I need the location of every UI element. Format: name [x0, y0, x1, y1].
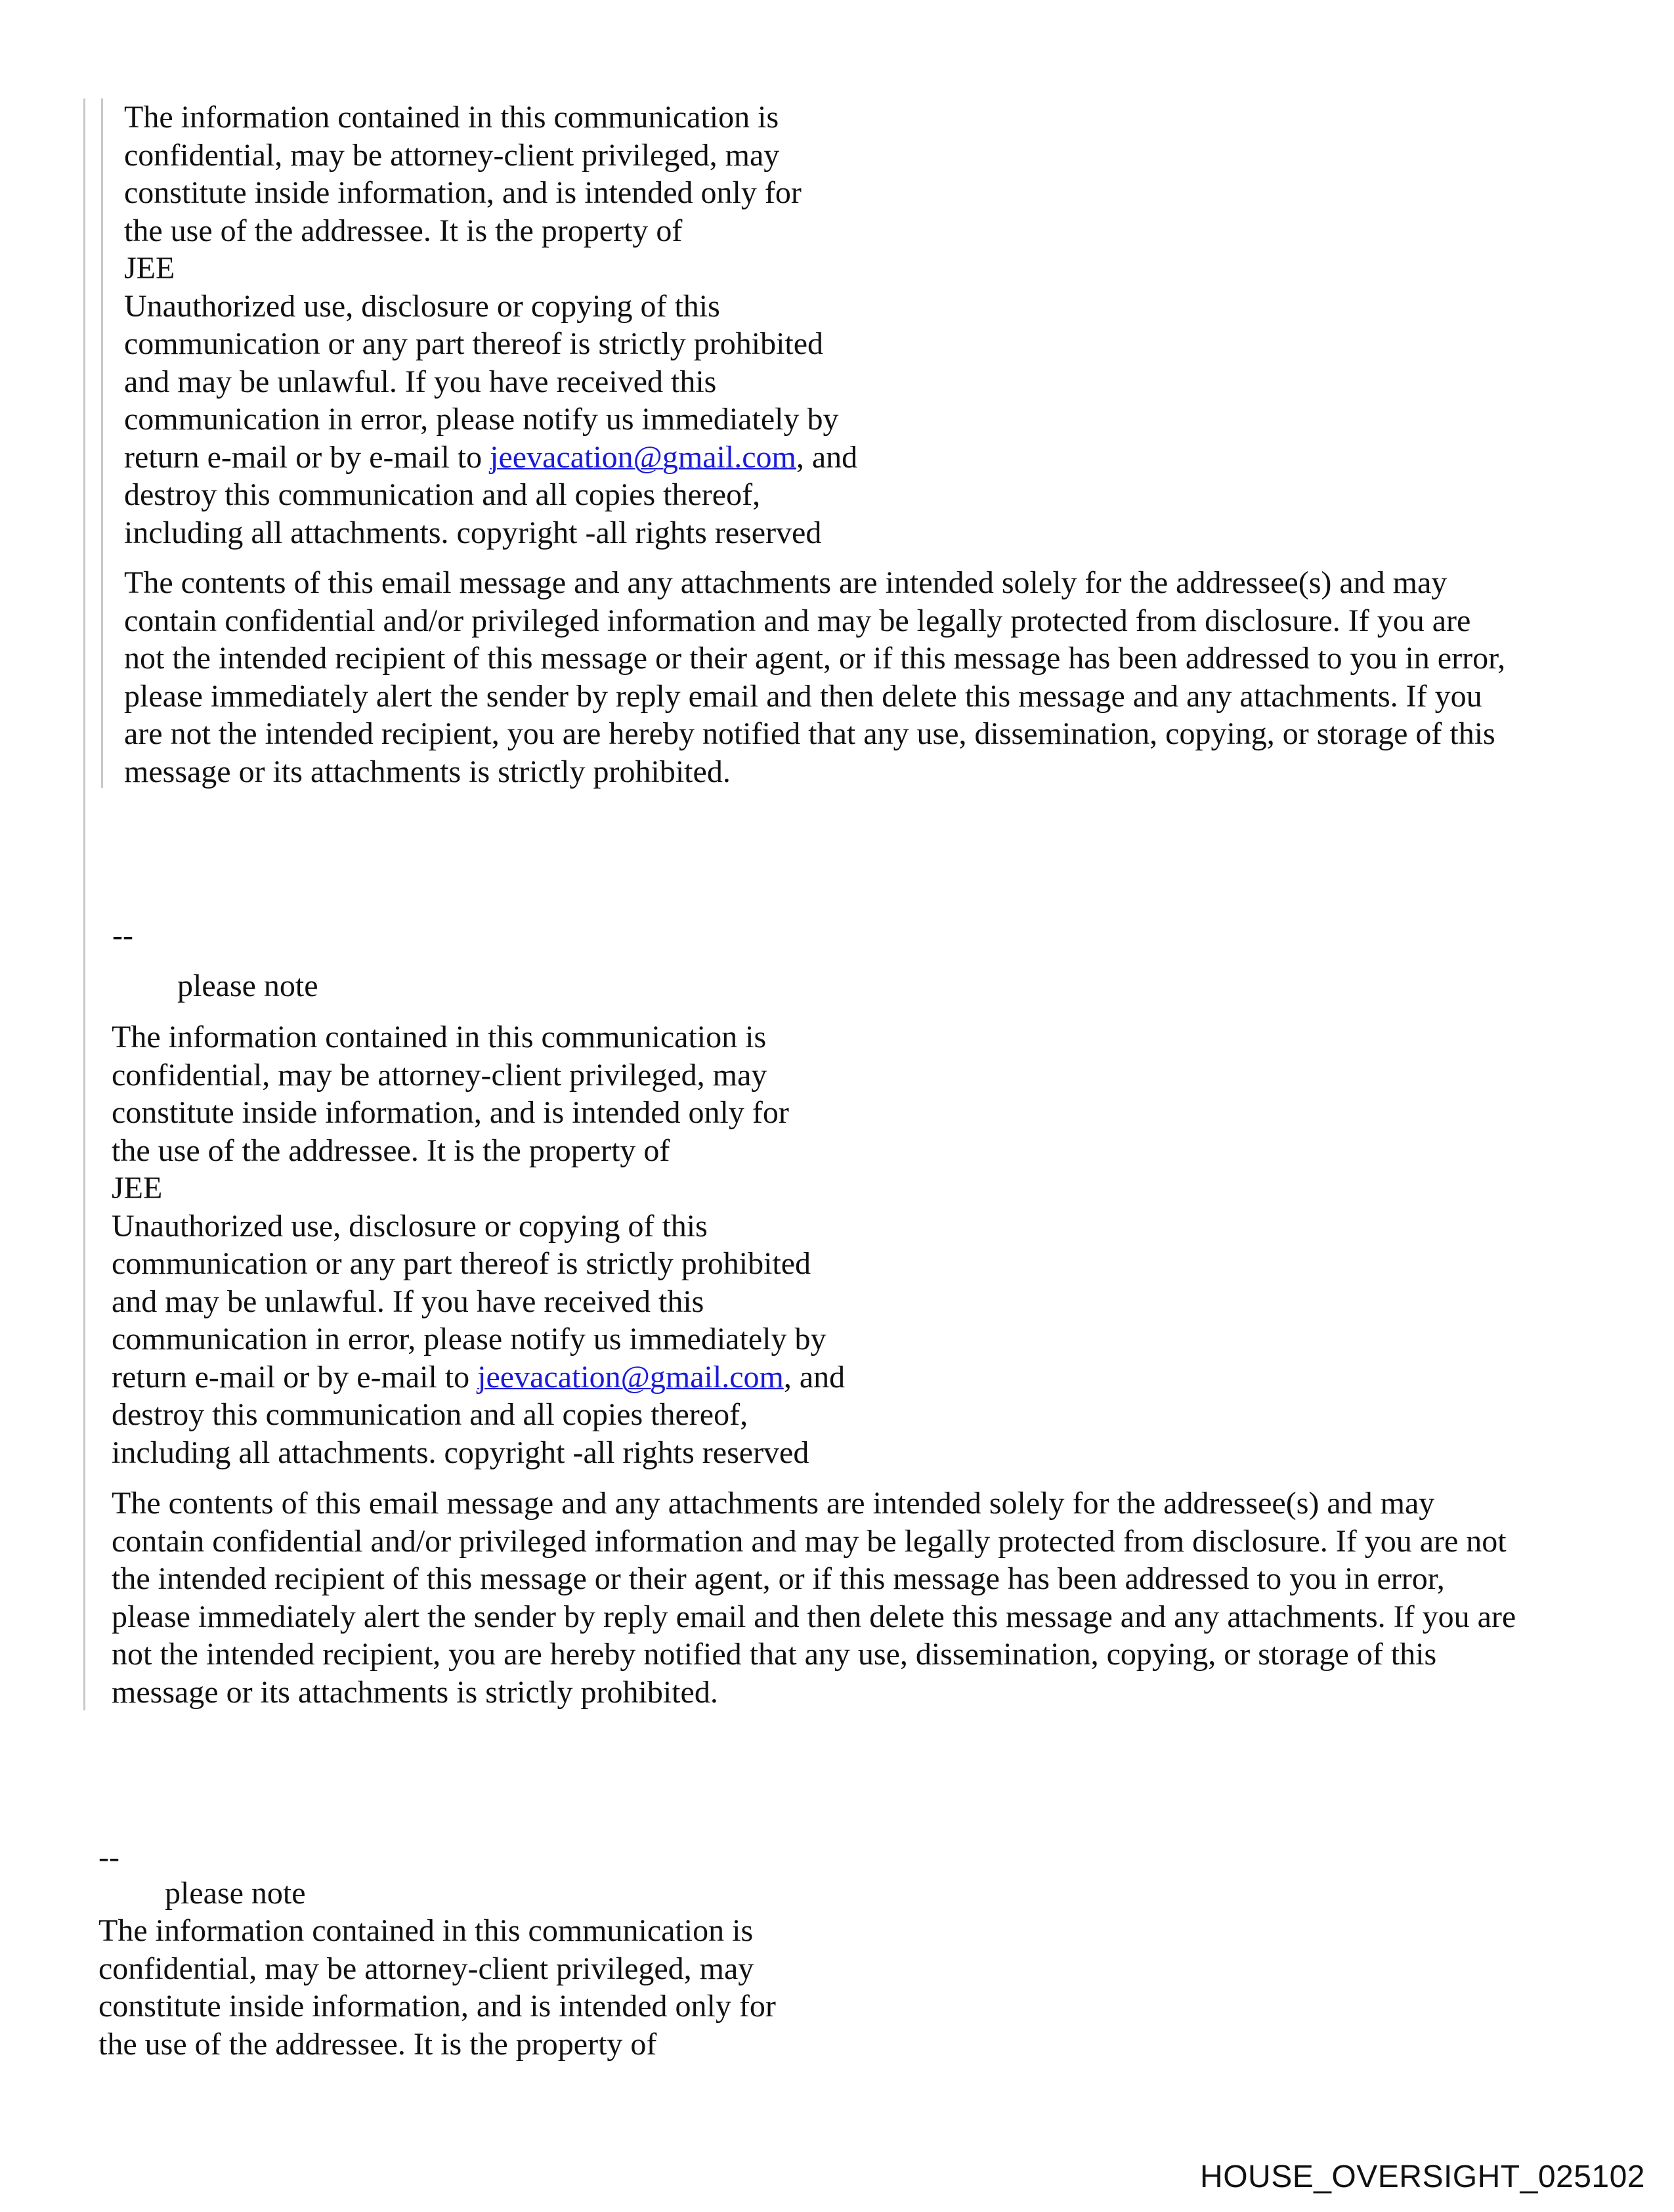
text-line: please immediately alert the sender by reply email and then delete this message and any attachments. If you are: [112, 1599, 1516, 1634]
text-line: JEE: [124, 251, 175, 286]
text-segment: return e-mail or by e-mail to: [124, 439, 490, 475]
text-line: message or its attachments is strictly prohibited.: [112, 1674, 718, 1710]
contents-block-1: [124, 564, 1505, 791]
please-note: please note: [177, 968, 318, 1003]
text-line: message or its attachments is strictly prohibited.: [124, 754, 731, 789]
text-line: destroy this communication and all copies thereof,: [112, 1397, 748, 1432]
text-line: and may be unlawful. If you have received this: [124, 364, 717, 399]
email-link[interactable]: jeevacation@gmail.com: [490, 439, 796, 475]
text-line: please immediately alert the sender by reply email and then delete this message and any attachments. If you: [124, 678, 1482, 714]
text-line: constitute inside information, and is intended only for: [112, 1095, 789, 1130]
text-line: The information contained in this communication is: [98, 1913, 754, 1948]
text-line: Unauthorized use, disclosure or copying of this: [112, 1208, 708, 1244]
text-line: confidential, may be attorney-client privileged, may: [98, 1951, 754, 1986]
text-line: The information contained in this communication is: [112, 1020, 767, 1054]
contents-block-2: [112, 1485, 1516, 1711]
text-line: [112, 1358, 845, 1397]
separator: --: [112, 918, 133, 953]
bates-number: HOUSE_OVERSIGHT_025102: [1200, 2159, 1645, 2194]
text-line: and may be unlawful. If you have received this: [112, 1284, 704, 1319]
text-line: constitute inside information, and is intended only for: [124, 175, 802, 210]
text-line: the use of the addressee. It is the property of: [124, 213, 683, 248]
text-line: including all attachments. copyright -all rights reserved: [112, 1435, 809, 1470]
text-segment: return e-mail or by e-mail to: [112, 1359, 478, 1395]
text-line: contain confidential and/or privileged information and may be legally protected from disclosure. If you are not: [112, 1523, 1507, 1559]
notice-block-1: [124, 98, 857, 552]
notice-block-3: [98, 1912, 776, 2063]
text-line: constitute inside information, and is intended only for: [98, 1989, 776, 2024]
separator: --: [98, 1840, 119, 1875]
text-line: communication or any part thereof is strictly prohibited: [112, 1246, 811, 1281]
text-line: destroy this communication and all copies thereof,: [124, 477, 761, 512]
text-line: not the intended recipient, you are hereby notified that any use, dissemination, copying, or storage of this: [112, 1637, 1437, 1672]
text-line: communication or any part thereof is strictly prohibited: [124, 326, 824, 361]
notice-block-2: [112, 1018, 845, 1471]
text-line: communication in error, please notify us immediately by: [112, 1322, 826, 1356]
text-line: contain confidential and/or privileged information and may be legally protected from disclosure. If you are: [124, 603, 1471, 638]
text-line: Unauthorized use, disclosure or copying of this: [124, 288, 720, 324]
quote-border-outer: [83, 98, 85, 1710]
text-line: The contents of this email message and any attachments are intended solely for the addressee(s) and may: [112, 1486, 1435, 1521]
text-line: not the intended recipient of this message or their agent, or if this message has been addressed to you in error,: [124, 641, 1506, 676]
text-line: communication in error, please notify us immediately by: [124, 402, 839, 437]
text-line: confidential, may be attorney-client privileged, may: [112, 1057, 767, 1093]
text-line: The contents of this email message and any attachments are intended solely for the addressee(s) and may: [124, 565, 1448, 600]
please-note: please note: [165, 1876, 306, 1911]
text-segment: , and: [783, 1359, 846, 1395]
text-line: [124, 439, 857, 477]
email-link[interactable]: jeevacation@gmail.com: [477, 1359, 784, 1395]
quote-border-inner: [101, 98, 103, 788]
text-line: confidential, may be attorney-client privileged, may: [124, 137, 780, 173]
text-line: are not the intended recipient, you are hereby notified that any use, dissemination, copying, or storage of this: [124, 716, 1495, 751]
text-line: The information contained in this communication is: [124, 100, 779, 135]
text-line: the intended recipient of this message or their agent, or if this message has been addressed to you in error,: [112, 1561, 1445, 1596]
text-line: JEE: [112, 1171, 163, 1205]
text-line: including all attachments. copyright -all rights reserved: [124, 515, 822, 550]
text-segment: , and: [796, 439, 858, 475]
text-line: the use of the addressee. It is the property of: [112, 1133, 670, 1168]
text-line: the use of the addressee. It is the property of: [98, 2026, 657, 2062]
